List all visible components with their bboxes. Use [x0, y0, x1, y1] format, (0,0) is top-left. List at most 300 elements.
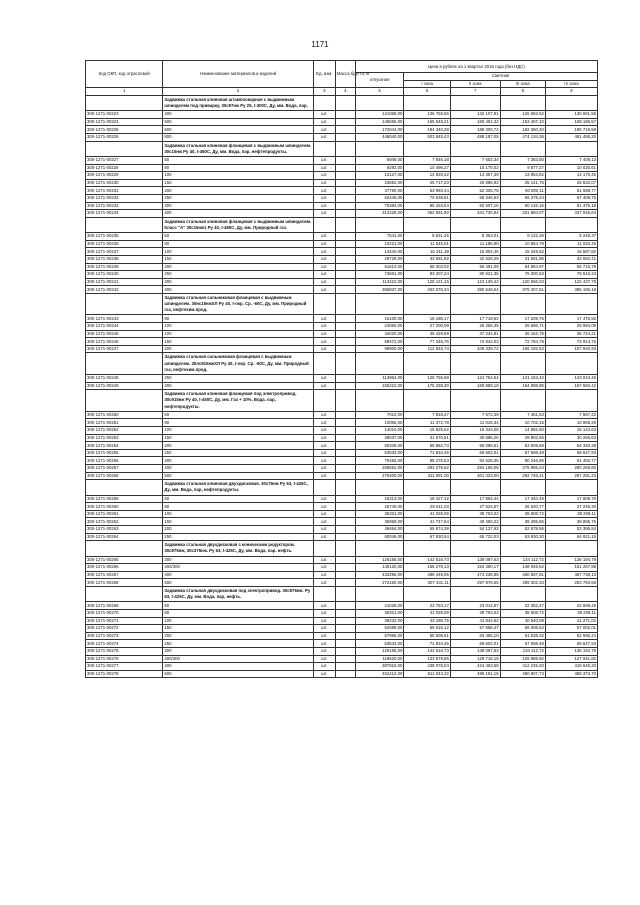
zone-2-cell: 82 507,16 — [450, 202, 500, 210]
issue-price-cell: 452412,00 — [355, 670, 404, 678]
code-cell: 300-1271-00230 — [86, 179, 163, 187]
code-cell: 300-1271-00259 — [86, 495, 163, 503]
name-cell: 100 — [163, 248, 313, 256]
weight-cell — [335, 617, 355, 625]
table-row — [86, 263, 598, 271]
name-cell: 300 — [163, 278, 313, 286]
zone-1-cell: 29 511,03 — [404, 503, 450, 511]
group-blank-cell — [545, 586, 597, 601]
group-row — [86, 141, 598, 156]
group-blank-cell — [545, 217, 597, 232]
zone-4-cell: 25 994,09 — [545, 323, 597, 331]
table-row — [86, 427, 598, 435]
zone-2-cell: 69 602,01 — [450, 449, 500, 457]
group-blank-cell — [500, 480, 545, 495]
group-blank-cell — [500, 141, 545, 156]
column-number: 2 — [163, 88, 313, 96]
issue-price-cell: 21028,00 — [355, 602, 404, 610]
unit-cell: шт. — [313, 323, 335, 331]
weight-cell — [335, 533, 355, 541]
zone-2-cell: 30 686,26 — [450, 434, 500, 442]
zone-4-cell: 64 821,15 — [545, 533, 597, 541]
zone-4-cell: 158 196,57 — [545, 118, 597, 126]
weight-cell — [335, 465, 355, 473]
zone-2-cell: 55 095,61 — [450, 442, 500, 450]
group-blank-cell — [335, 480, 355, 495]
name-cell: 80 — [163, 240, 313, 248]
group-blank-cell — [450, 390, 500, 412]
page-number: 1171 — [311, 40, 329, 49]
weight-cell — [335, 419, 355, 427]
zone-2-cell: 40 450,22 — [450, 518, 500, 526]
issue-price-cell: 7641,00 — [355, 233, 404, 241]
code-cell: 300-1271-00274 — [86, 640, 163, 648]
weight-cell — [335, 210, 355, 218]
table-row — [86, 564, 598, 572]
group-blank-cell — [404, 480, 450, 495]
zone-1-cell: 55 874,38 — [404, 525, 450, 533]
zone-2-cell: 17 719,62 — [450, 315, 500, 323]
zone-4-cell: 488 373,70 — [545, 670, 597, 678]
zone-2-cell: 74 942,03 — [450, 338, 500, 346]
issue-price-cell: 68472,00 — [355, 338, 404, 346]
group-blank-cell — [545, 480, 597, 495]
zone-2-cell: 14 367,39 — [450, 172, 500, 180]
group-blank-cell — [450, 95, 500, 110]
name-cell: 150 — [163, 338, 313, 346]
zone-2-cell: 56 491,09 — [450, 263, 500, 271]
weight-cell — [335, 133, 355, 141]
zone-1-cell: 511 043,22 — [404, 670, 450, 678]
code-cell: 300-1271-00246 — [86, 338, 163, 346]
zone-1-cell: 38 428,69 — [404, 330, 450, 338]
zone-1-cell: 15 825,62 — [404, 427, 450, 435]
group-blank-cell — [500, 353, 545, 375]
zone-1-cell: 41 028,09 — [404, 609, 450, 617]
code-cell: 300-1271-00257 — [86, 465, 163, 473]
issue-price-cell: 146556,00 — [355, 118, 404, 126]
table-row — [86, 411, 598, 419]
zone-1-cell: 53 983,44 — [404, 187, 450, 195]
unit-cell: шт. — [313, 655, 335, 663]
name-cell: 400/300 — [163, 564, 313, 572]
zone-3-cell: 474 134,36 — [500, 133, 545, 141]
name-cell: 80 — [163, 164, 313, 172]
code-cell: 300-1271-00228 — [86, 164, 163, 172]
issue-price-cell: 272160,00 — [355, 579, 404, 587]
zone-1-cell: 293 279,52 — [404, 465, 450, 473]
name-cell: 150 — [163, 255, 313, 263]
name-cell: 150 — [163, 179, 313, 187]
zone-3-cell: 153 467,10 — [500, 118, 545, 126]
zone-1-cell: 128 755,98 — [404, 375, 450, 383]
name-cell: 400 — [163, 286, 313, 294]
zone-1-cell: 43 186,75 — [404, 617, 450, 625]
table-row — [86, 330, 598, 338]
zone-2-cell: 63 465,10 — [450, 632, 500, 640]
group-code-blank — [86, 353, 163, 375]
zone-4-cell: 297 291,23 — [545, 472, 597, 480]
weight-cell — [335, 632, 355, 640]
name-cell: 100 — [163, 617, 313, 625]
name-cell: 250 — [163, 640, 313, 648]
table-row — [86, 118, 598, 126]
zone-2-cell: 474 238,85 — [450, 571, 500, 579]
code-cell: 300-1271-00258 — [86, 472, 163, 480]
table-row — [86, 449, 598, 457]
unit-cell: шт. — [313, 172, 335, 180]
zone-3-cell: 38 608,72 — [500, 609, 545, 617]
column-number: 9 — [545, 88, 597, 96]
zone-1-cell: 59 516,12 — [404, 625, 450, 633]
name-cell: 300 — [163, 457, 313, 465]
weight-cell — [335, 472, 355, 480]
zone-2-cell: 23 014,97 — [450, 602, 500, 610]
table-row — [86, 126, 598, 134]
name-cell: 80 — [163, 419, 313, 427]
issue-price-cell: 60046,00 — [355, 533, 404, 541]
name-cell: 80 — [163, 503, 313, 511]
group-blank-cell — [450, 293, 500, 315]
issue-price-cell: 121069,00 — [355, 111, 404, 119]
zone-2-cell: 41 844,62 — [450, 617, 500, 625]
zone-3-cell: 7 383,50 — [500, 156, 545, 164]
group-blank-cell — [335, 541, 355, 556]
group-blank-cell — [355, 141, 404, 156]
group-blank-cell — [355, 95, 404, 110]
zone-2-cell: 341 730,94 — [450, 210, 500, 218]
zone-4-cell: 122 437,78 — [545, 278, 597, 286]
unit-cell: шт. — [313, 271, 335, 279]
zone-2-cell: 65 722,03 — [450, 533, 500, 541]
table-row — [86, 602, 598, 610]
table-row — [86, 495, 598, 503]
zone-4-cell: 68 647,93 — [545, 640, 597, 648]
table-row — [86, 419, 598, 427]
issue-price-cell: 29728,00 — [355, 255, 404, 263]
weight-cell — [335, 427, 355, 435]
zone-2-cell: 132 107,91 — [450, 111, 500, 119]
unit-cell: шт. — [313, 345, 335, 353]
zone-4-cell: 27 246,30 — [545, 503, 597, 511]
weight-cell — [335, 457, 355, 465]
table-row — [86, 663, 598, 671]
unit-cell: шт. — [313, 571, 335, 579]
zone-4-cell: 81 492,77 — [545, 457, 597, 465]
table-row — [86, 457, 598, 465]
zone-2-cell: 390 549,54 — [450, 286, 500, 294]
name-cell: 200 — [163, 442, 313, 450]
zone-1-cell: 58 303,02 — [404, 263, 450, 271]
header-issue-price: отпускная — [355, 73, 404, 88]
issue-price-cell: 75384,00 — [355, 202, 404, 210]
unit-cell: шт. — [313, 609, 335, 617]
code-cell: 300-1271-00249 — [86, 382, 163, 390]
issue-price-cell: 24060,00 — [355, 323, 404, 331]
name-cell: 150 — [163, 625, 313, 633]
group-title: Задвижка стальная сальниковая фланцевая с выдвижным шпинделем. 30нс15нжХЛ Ру 40, t-окр. Ср. -60С, Ду, мм. Природный газ, нефтехим.прод. — [163, 293, 313, 315]
price-table — [85, 60, 598, 678]
table-row — [86, 248, 598, 256]
zone-3-cell: 148 945,62 — [500, 564, 545, 572]
group-blank-cell — [404, 141, 450, 156]
zone-4-cell: 136 194,79 — [545, 556, 597, 564]
zone-2-cell: 39 753,03 — [450, 510, 500, 518]
zone-4-cell: 123 044,46 — [545, 375, 597, 383]
zone-4-cell: 39 895,75 — [545, 518, 597, 526]
unit-cell: шт. — [313, 419, 335, 427]
issue-price-cell: 47790,00 — [355, 187, 404, 195]
code-cell: 300-1271-00273 — [86, 632, 163, 640]
weight-cell — [335, 556, 355, 564]
zone-3-cell: 52 579,56 — [500, 525, 545, 533]
table-row — [86, 133, 598, 141]
zone-3-cell: 10 864,78 — [500, 240, 545, 248]
zone-3-cell: 7 451,53 — [500, 411, 545, 419]
code-cell: 300-1271-00229 — [86, 172, 163, 180]
table-row — [86, 278, 598, 286]
group-blank-cell — [545, 293, 597, 315]
zone-1-cell: 41 747,64 — [404, 518, 450, 526]
issue-price-cell: 16313,00 — [355, 495, 404, 503]
code-cell: 300-1271-00253 — [86, 434, 163, 442]
group-blank-cell — [450, 353, 500, 375]
table-row — [86, 172, 598, 180]
zone-2-cell: 26 355,35 — [450, 323, 500, 331]
unit-cell: шт. — [313, 647, 335, 655]
unit-cell: шт. — [313, 126, 335, 134]
issue-price-cell: 6946,00 — [355, 156, 404, 164]
zone-1-cell: 112 846,74 — [404, 345, 450, 353]
unit-cell: шт. — [313, 427, 335, 435]
zone-2-cell: 8 363,01 — [450, 233, 500, 241]
issue-price-cell: 25740,00 — [355, 503, 404, 511]
group-blank-cell — [355, 480, 404, 495]
column-number: 7 — [450, 88, 500, 96]
unit-cell: шт. — [313, 248, 335, 256]
zone-1-cell: 136 758,55 — [404, 111, 450, 119]
zone-1-cell: 307 431,11 — [404, 579, 450, 587]
zone-1-cell: 11 545,61 — [404, 240, 450, 248]
name-cell: 200 — [163, 187, 313, 195]
name-cell: 250 — [163, 533, 313, 541]
group-blank-cell — [545, 541, 597, 556]
weight-cell — [335, 503, 355, 511]
issue-price-cell: 23652,00 — [355, 179, 404, 187]
zone-3-cell: 15 349,52 — [500, 248, 545, 256]
unit-cell: шт. — [313, 602, 335, 610]
unit-cell: шт. — [313, 263, 335, 271]
name-cell: 100 — [163, 323, 313, 331]
zone-4-cell: 467 738,13 — [545, 571, 597, 579]
zone-4-cell: 11 033,46 — [545, 240, 597, 248]
name-cell: 400/300 — [163, 655, 313, 663]
weight-cell — [335, 663, 355, 671]
issue-price-cell: 10221,00 — [355, 240, 404, 248]
unit-cell: шт. — [313, 255, 335, 263]
code-cell: 300-1271-00252 — [86, 427, 163, 435]
zone-2-cell: 124 754,54 — [450, 375, 500, 383]
group-code-blank — [86, 95, 163, 110]
zone-1-cell: 16 311,38 — [404, 248, 450, 256]
unit-cell: шт. — [313, 187, 335, 195]
weight-cell — [335, 187, 355, 195]
name-cell: 80 — [163, 609, 313, 617]
zone-4-cell: 55 716,78 — [545, 263, 597, 271]
name-cell: 50 — [163, 156, 313, 164]
group-title: Задвижка стальная клиновая двухдисковая. 30с76нж Ру 63, t-425С, Ду, мм. Вода, пар, нефтепродукты. — [163, 480, 313, 495]
zone-4-cell: 337 046,64 — [545, 210, 597, 218]
group-blank-cell — [450, 586, 500, 601]
unit-cell: шт. — [313, 133, 335, 141]
group-blank-cell — [404, 541, 450, 556]
issue-price-cell: 446040,00 — [355, 133, 404, 141]
zone-3-cell: 331 894,07 — [500, 210, 545, 218]
issue-price-cell: 155222,00 — [355, 382, 404, 390]
code-cell: 300-1271-00227 — [86, 156, 163, 164]
zone-2-cell: 301 423,00 — [450, 472, 500, 480]
weight-cell — [335, 518, 355, 526]
name-cell: 100 — [163, 172, 313, 180]
unit-cell: шт. — [313, 442, 335, 450]
code-cell: 300-1271-00233 — [86, 202, 163, 210]
code-cell: 300-1271-00238 — [86, 255, 163, 263]
group-blank-cell — [335, 141, 355, 156]
unit-cell: шт. — [313, 556, 335, 564]
zone-4-cell: 481 495,20 — [545, 133, 597, 141]
weight-cell — [335, 670, 355, 678]
issue-price-cell: 57966,00 — [355, 632, 404, 640]
group-blank-cell — [404, 390, 450, 412]
zone-1-cell: 142 516,73 — [404, 647, 450, 655]
zone-4-cell: 14 170,45 — [545, 172, 597, 180]
zone-2-cell: 57 666,47 — [450, 625, 500, 633]
unit-cell: шт. — [313, 670, 335, 678]
zone-2-cell: 32 528,29 — [450, 255, 500, 263]
name-cell: 50 — [163, 602, 313, 610]
zone-3-cell: 292 746,41 — [500, 472, 545, 480]
code-cell: 300-1271-00271 — [86, 617, 163, 625]
table-row — [86, 434, 598, 442]
zone-1-cell: 165 548,21 — [404, 118, 450, 126]
unit-cell: шт. — [313, 278, 335, 286]
table-row — [86, 323, 598, 331]
name-cell: 300 — [163, 556, 313, 564]
column-number: 1 — [86, 88, 163, 96]
issue-price-cell: 126156,00 — [355, 556, 404, 564]
zone-2-cell: 7 602,34 — [450, 156, 500, 164]
issue-price-cell: 36321,00 — [355, 609, 404, 617]
table-row — [86, 510, 598, 518]
issue-price-cell: 14010,00 — [355, 427, 404, 435]
group-blank-cell — [500, 293, 545, 315]
zone-1-cell: 158 278,13 — [404, 564, 450, 572]
table-row — [86, 647, 598, 655]
table-row — [86, 315, 598, 323]
code-cell: 300-1271-00251 — [86, 419, 163, 427]
zone-4-cell: 17 476,92 — [545, 315, 597, 323]
unit-cell: шт. — [313, 411, 335, 419]
weight-cell — [335, 278, 355, 286]
table-row — [86, 210, 598, 218]
zone-4-cell: 17 609,70 — [545, 495, 597, 503]
name-cell: 300 — [163, 382, 313, 390]
issue-price-cell: 28037,00 — [355, 434, 404, 442]
group-title: Задвижка стальная двухдисковая с коническим редуктором. 30с875нж, 30с375нж. Ру 63, t-425С, Ду, мм. Вода, пар. нефть. — [163, 541, 313, 556]
zone-3-cell: 8 122,26 — [500, 233, 545, 241]
zone-2-cell: 10 170,02 — [450, 164, 500, 172]
issue-price-cell: 387815,00 — [355, 663, 404, 671]
zone-4-cell: 185 719,58 — [545, 126, 597, 134]
zone-2-cell: 129 718,15 — [450, 655, 500, 663]
zone-3-cell: 289 302,33 — [500, 579, 545, 587]
group-code-blank — [86, 293, 163, 315]
weight-cell — [335, 179, 355, 187]
weight-cell — [335, 579, 355, 587]
name-cell: 500 — [163, 579, 313, 587]
zone-2-cell: 17 854,44 — [450, 495, 500, 503]
zone-3-cell: 61 638,32 — [500, 632, 545, 640]
zone-1-cell: 352 691,90 — [404, 210, 450, 218]
zone-1-cell: 77 345,76 — [404, 338, 450, 346]
zone-2-cell: 109 339,72 — [450, 345, 500, 353]
weight-cell — [335, 164, 355, 172]
zone-3-cell: 25 596,71 — [500, 323, 545, 331]
group-blank-cell — [545, 95, 597, 110]
group-blank-cell — [335, 217, 355, 232]
unit-cell: шт. — [313, 617, 335, 625]
name-cell: 400 — [163, 210, 313, 218]
zone-4-cell: 130 691,55 — [545, 111, 597, 119]
zone-1-cell: 438 078,04 — [404, 663, 450, 671]
unit-cell: шт. — [313, 382, 335, 390]
group-code-blank — [86, 541, 163, 556]
group-row — [86, 217, 598, 232]
name-cell: 200 — [163, 525, 313, 533]
group-blank-cell — [355, 293, 404, 315]
issue-price-cell: 34020,00 — [355, 330, 404, 338]
zone-3-cell: 412 245,20 — [500, 663, 545, 671]
issue-price-cell: 38232,00 — [355, 617, 404, 625]
code-cell: 300-1271-00224 — [86, 118, 163, 126]
zone-2-cell: 68 346,63 — [450, 194, 500, 202]
issue-price-cell: 73661,00 — [355, 271, 404, 279]
zone-1-cell: 503 845,43 — [404, 133, 450, 141]
zone-3-cell: 80 246,96 — [500, 457, 545, 465]
zone-3-cell: 460 587,81 — [500, 571, 545, 579]
unit-cell: шт. — [313, 194, 335, 202]
group-blank-cell — [313, 217, 335, 232]
table-row — [86, 518, 598, 526]
weight-cell — [335, 118, 355, 126]
weight-cell — [335, 126, 355, 134]
weight-cell — [335, 248, 355, 256]
group-title: Задвижка стальная клиновая фланцевая с выдвижным шпинделем. 30с15нж Ру 40, t-450С, Ду, мм. Вода, пар, нефтепродукты. — [163, 141, 313, 156]
table-row — [86, 202, 598, 210]
group-blank-cell — [500, 390, 545, 412]
unit-cell: шт. — [313, 510, 335, 518]
zone-2-cell: 15 343,08 — [450, 427, 500, 435]
zone-3-cell: 134 112,72 — [500, 556, 545, 564]
table-row — [86, 640, 598, 648]
weight-cell — [335, 647, 355, 655]
zone-3-cell: 25 141,75 — [500, 179, 545, 187]
name-cell: 400 — [163, 465, 313, 473]
column-number: 3 — [313, 88, 335, 96]
name-cell: 200 — [163, 345, 313, 353]
zone-1-cell: 31 670,51 — [404, 434, 450, 442]
name-cell: 80 — [163, 315, 313, 323]
